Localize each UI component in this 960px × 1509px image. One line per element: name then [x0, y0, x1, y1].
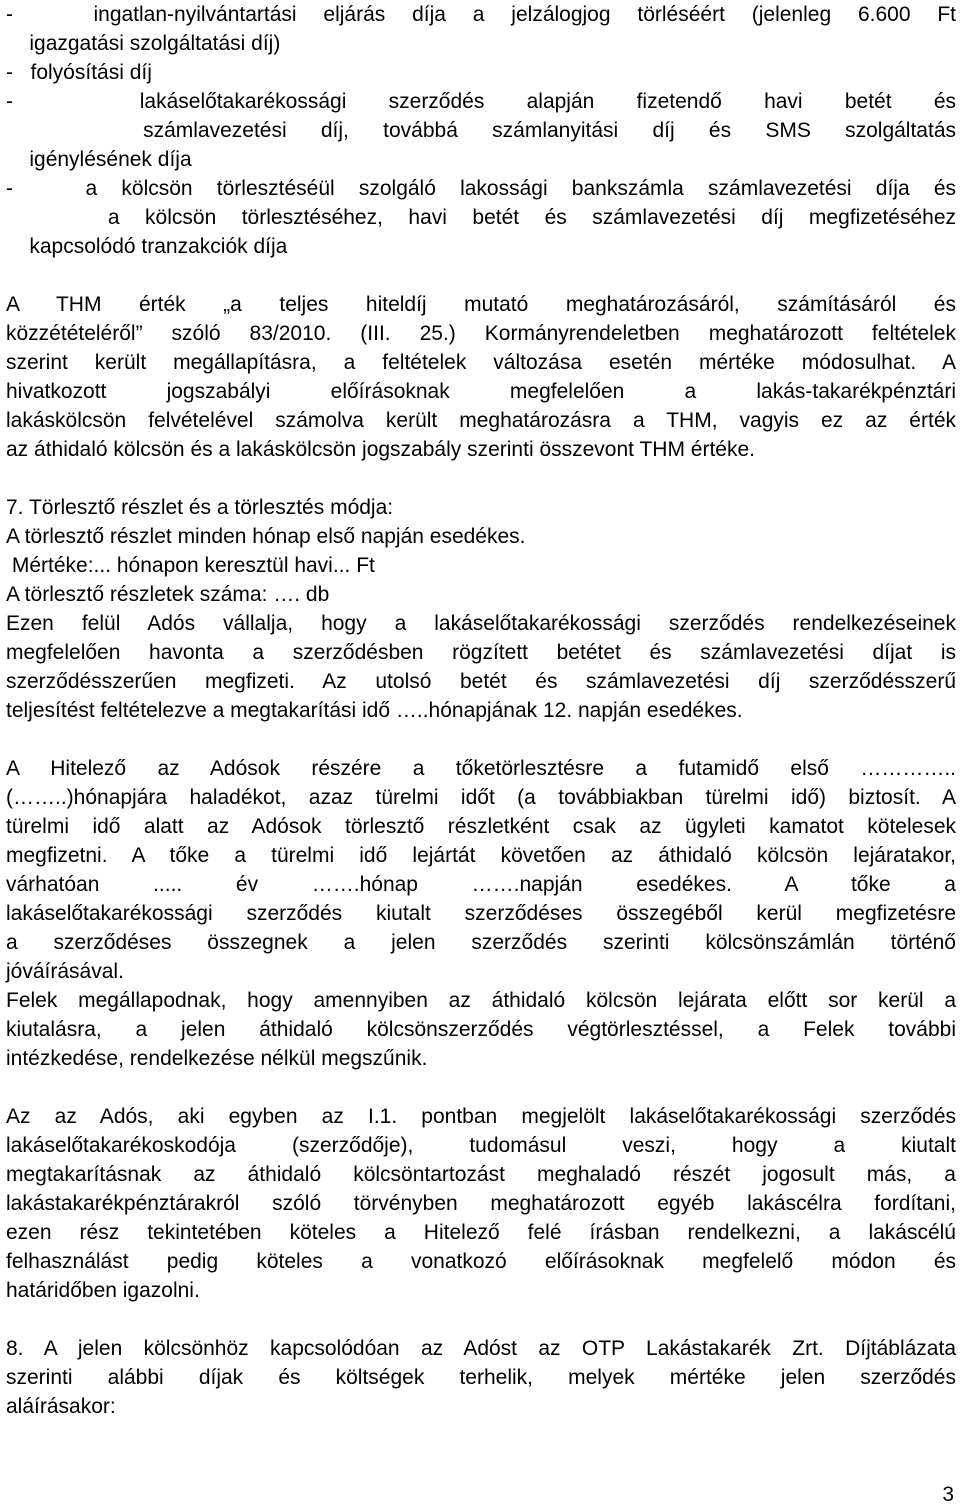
text-line: Felek megállapodnak, hogy amennyiben az áthidaló kölcsön lejárata előtt sor kerül a	[6, 989, 956, 1012]
text-line: lakástakarékpénztárakról szóló törvényben meghatározott egyéb lakáscélra fordítani,	[6, 1192, 956, 1215]
grace-period-paragraph	[6, 754, 956, 1073]
fee-list	[6, 0, 956, 261]
section-8-fees	[6, 1334, 956, 1421]
section-7-repayment	[6, 493, 956, 725]
text-line: szerint került megállapításra, a feltételek változása esetén mértéke módosulhat. A	[6, 351, 956, 374]
text-line: határidőben igazolni.	[6, 1279, 200, 1302]
text-line: Az az Adós, aki egyben az I.1. pontban megjelölt lakáselőtakarékossági szerződés	[6, 1105, 956, 1128]
text-line: A törlesztő részlet minden hónap első napján esedékes.	[6, 525, 526, 548]
text-line: kiutalásra, a jelen áthidaló kölcsönszerződés végtörlesztéssel, a Felek további	[6, 1018, 956, 1041]
thm-paragraph	[6, 290, 956, 464]
spacer	[6, 1305, 956, 1334]
text-line: számlavezetési díj, továbbá számlanyitási díj és SMS szolgáltatás	[6, 119, 956, 142]
spacer	[6, 725, 956, 754]
text-line: A Hitelező az Adósok részére a tőketörlesztésre a futamidő első …………..	[6, 757, 956, 780]
text-line: várhatóan ..... év …….hónap …….napján esedékes. A tőke a	[6, 873, 956, 896]
text-line: felhasználást pedig köteles a vonatkozó előírásoknak megfelelő módon és	[6, 1250, 956, 1273]
text-line: igénylésének díja	[6, 148, 192, 171]
text-line: lakáselőtakarékoskodója (szerződője), tudomásul veszi, hogy a kiutalt	[6, 1134, 956, 1157]
text-line: megtakarításnak az áthidaló kölcsöntartozást meghaladó részét jogosult más, a	[6, 1163, 956, 1186]
text-line: szerződésszerűen megfizeti. Az utolsó betét és számlavezetési díj szerződésszerű	[6, 670, 956, 693]
text-line: intézkedése, rendelkezése nélkül megszűnik.	[6, 1047, 428, 1070]
text-line: megfelelően havonta a szerződésben rögzített betétet és számlavezetési díjat is	[6, 641, 956, 664]
spacer	[6, 464, 956, 493]
text-line: lakáselőtakarékossági szerződés kiutalt szerződéses összegéből kerül megfizetésre	[6, 902, 956, 925]
text-line: teljesítést feltételezve a megtakarítási idő …..hónapjának 12. napján esedékes.	[6, 699, 743, 722]
text-line: - a kölcsön törlesztéséül szolgáló lakossági bankszámla számlavezetési díja és	[6, 177, 956, 200]
spacer	[6, 1073, 956, 1102]
text-line: 7. Törlesztő részlet és a törlesztés módja:	[6, 496, 394, 519]
text-line: 8. A jelen kölcsönhöz kapcsolódóan az Adóst az OTP Lakástakarék Zrt. Díjtáblázata	[6, 1337, 956, 1360]
text-line: megfizetni. A tőke a türelmi idő lejártát követően az áthidaló kölcsön lejáratakor,	[6, 844, 956, 867]
text-line: - ingatlan-nyilvántartási eljárás díja a jelzálogjog törléséért (jelenleg 6.600 Ft	[6, 3, 956, 26]
text-line: - folyósítási díj	[6, 61, 152, 84]
page-number: 3	[942, 1483, 954, 1506]
text-line: A törlesztő részletek száma: …. db	[6, 583, 330, 606]
text-line: jóváírásával.	[6, 960, 124, 983]
text-line: a szerződéses összegnek a jelen szerződés szerinti kölcsönszámlán történő	[6, 931, 956, 954]
text-line: a kölcsön törlesztéséhez, havi betét és számlavezetési díj megfizetéséhez	[6, 206, 956, 229]
text-line: kapcsolódó tranzakciók díja	[6, 235, 288, 258]
text-line: ezen rész tekintetében köteles a Hitelező felé írásban rendelkezni, a lakáscélú	[6, 1221, 956, 1244]
text-line: A THM érték „a teljes hiteldíj mutató meghatározásáról, számításáról és	[6, 293, 956, 316]
text-line: - lakáselőtakarékossági szerződés alapján fizetendő havi betét és	[6, 90, 956, 113]
text-line: igazgatási szolgáltatási díj)	[6, 32, 281, 55]
text-line: hivatkozott jogszabályi előírásoknak megfelelően a lakás-takarékpénztári	[6, 380, 956, 403]
text-line: Mértéke:... hónapon keresztül havi... Ft	[6, 554, 375, 577]
text-line: Ezen felül Adós vállalja, hogy a lakáselőtakarékossági szerződés rendelkezéseinek	[6, 612, 956, 635]
text-line: aláírásakor:	[6, 1395, 116, 1418]
text-line: türelmi idő alatt az Adósok törlesztő részletként csak az ügyleti kamatot kötelesek	[6, 815, 956, 838]
text-line: lakáskölcsön felvételével számolva került meghatározásra a THM, vagyis ez az érték	[6, 409, 956, 432]
spacer	[6, 261, 956, 290]
debtor-paragraph	[6, 1102, 956, 1305]
text-line: közzétételéről” szóló 83/2010. (III. 25.) Kormányrendeletben meghatározott feltételek	[6, 322, 956, 345]
text-line: az áthidaló kölcsön és a lakáskölcsön jogszabály szerinti összevont THM értéke.	[6, 438, 755, 461]
text-line: (……..)hónapjára haladékot, azaz türelmi időt (a továbbiakban türelmi idő) biztosít. A	[6, 786, 956, 809]
text-line: szerinti alábbi díjak és költségek terhelik, melyek mértéke jelen szerződés	[6, 1366, 956, 1389]
